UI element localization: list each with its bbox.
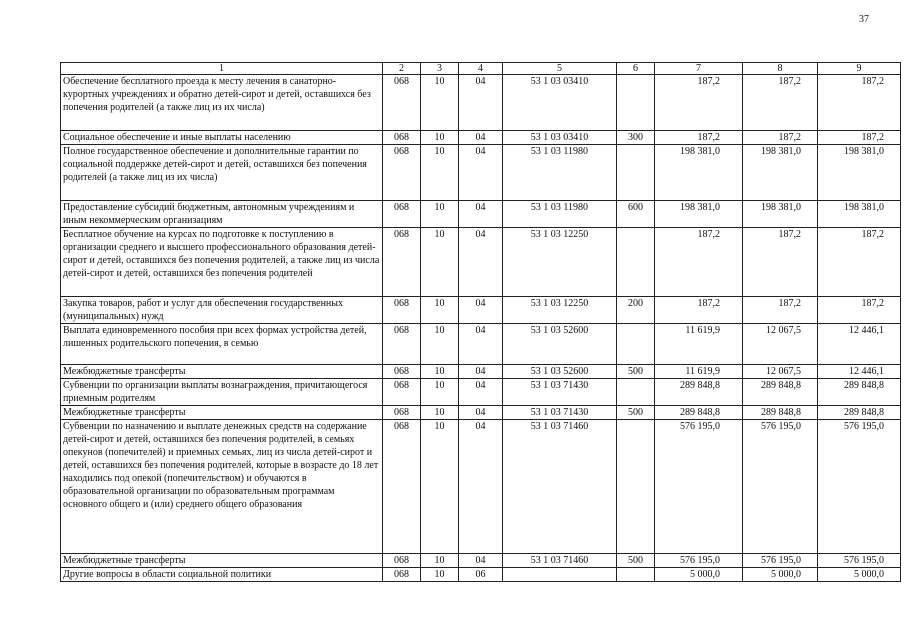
row-amount-cell: 187,2 <box>818 75 901 131</box>
row-section-cell: 10 <box>421 324 459 365</box>
row-name-cell: Межбюджетные трансферты <box>61 365 383 379</box>
row-section-cell: 10 <box>421 420 459 554</box>
row-amount-cell: 198 381,0 <box>743 145 818 201</box>
header-cell: 2 <box>383 63 421 75</box>
header-cell: 8 <box>743 63 818 75</box>
row-type-cell <box>617 228 655 297</box>
row-amount-cell: 289 848,8 <box>818 406 901 420</box>
row-amount-cell: 187,2 <box>743 131 818 145</box>
row-code-cell: 068 <box>383 568 421 582</box>
row-amount-cell: 11 619,9 <box>655 365 743 379</box>
row-code-cell: 068 <box>383 297 421 324</box>
row-subsection-cell: 04 <box>459 420 503 554</box>
row-amount-cell: 12 446,1 <box>818 324 901 365</box>
row-amount-cell: 576 195,0 <box>655 554 743 568</box>
row-section-cell: 10 <box>421 406 459 420</box>
row-code-cell: 068 <box>383 201 421 228</box>
row-code-cell: 068 <box>383 554 421 568</box>
row-amount-cell: 187,2 <box>655 131 743 145</box>
row-amount-cell: 576 195,0 <box>818 554 901 568</box>
row-section-cell: 10 <box>421 365 459 379</box>
row-target-cell: 53 1 03 11980 <box>503 201 617 228</box>
row-code-cell: 068 <box>383 145 421 201</box>
row-section-cell: 10 <box>421 131 459 145</box>
budget-table <box>60 62 901 582</box>
row-amount-cell: 576 195,0 <box>818 420 901 554</box>
row-amount-cell: 187,2 <box>743 297 818 324</box>
row-amount-cell: 576 195,0 <box>743 420 818 554</box>
row-code-cell: 068 <box>383 406 421 420</box>
row-amount-cell: 5 000,0 <box>655 568 743 582</box>
row-target-cell <box>503 568 617 582</box>
table-row <box>61 406 901 420</box>
row-amount-cell: 187,2 <box>655 75 743 131</box>
row-amount-cell: 198 381,0 <box>818 145 901 201</box>
row-type-cell <box>617 75 655 131</box>
row-subsection-cell: 04 <box>459 297 503 324</box>
table-row <box>61 75 901 131</box>
row-amount-cell: 187,2 <box>818 228 901 297</box>
row-target-cell: 53 1 03 71430 <box>503 379 617 406</box>
row-name-cell: Межбюджетные трансферты <box>61 406 383 420</box>
row-type-cell <box>617 568 655 582</box>
table-row <box>61 554 901 568</box>
row-section-cell: 10 <box>421 297 459 324</box>
row-code-cell: 068 <box>383 131 421 145</box>
table-row <box>61 379 901 406</box>
row-section-cell: 10 <box>421 554 459 568</box>
table-row <box>61 201 901 228</box>
row-amount-cell: 12 446,1 <box>818 365 901 379</box>
row-name-cell: Выплата единовременного пособия при всех формах устройства детей, лишенных родительского попечения, в семью <box>61 324 383 365</box>
row-target-cell: 53 1 03 12250 <box>503 228 617 297</box>
row-amount-cell: 198 381,0 <box>743 201 818 228</box>
row-subsection-cell: 04 <box>459 75 503 131</box>
table-row <box>61 568 901 582</box>
row-amount-cell: 576 195,0 <box>743 554 818 568</box>
table-row <box>61 297 901 324</box>
row-subsection-cell: 06 <box>459 568 503 582</box>
table-row <box>61 420 901 554</box>
table-row <box>61 131 901 145</box>
row-target-cell: 53 1 03 52600 <box>503 324 617 365</box>
header-cell: 6 <box>617 63 655 75</box>
row-subsection-cell: 04 <box>459 365 503 379</box>
row-amount-cell: 198 381,0 <box>818 201 901 228</box>
row-amount-cell: 187,2 <box>818 131 901 145</box>
row-name-cell: Другие вопросы в области социальной политики <box>61 568 383 582</box>
table-row <box>61 145 901 201</box>
row-amount-cell: 187,2 <box>655 228 743 297</box>
row-target-cell: 53 1 03 52600 <box>503 365 617 379</box>
row-amount-cell: 187,2 <box>818 297 901 324</box>
row-type-cell: 200 <box>617 297 655 324</box>
row-subsection-cell: 04 <box>459 131 503 145</box>
row-amount-cell: 12 067,5 <box>743 324 818 365</box>
header-cell: 1 <box>61 63 383 75</box>
row-target-cell: 53 1 03 71430 <box>503 406 617 420</box>
row-target-cell: 53 1 03 03410 <box>503 75 617 131</box>
row-section-cell: 10 <box>421 75 459 131</box>
row-type-cell <box>617 145 655 201</box>
row-target-cell: 53 1 03 71460 <box>503 420 617 554</box>
header-cell: 7 <box>655 63 743 75</box>
row-type-cell: 500 <box>617 406 655 420</box>
row-amount-cell: 576 195,0 <box>655 420 743 554</box>
row-type-cell: 500 <box>617 554 655 568</box>
row-subsection-cell: 04 <box>459 379 503 406</box>
row-target-cell: 53 1 03 03410 <box>503 131 617 145</box>
header-cell: 4 <box>459 63 503 75</box>
header-row <box>61 63 901 75</box>
row-section-cell: 10 <box>421 379 459 406</box>
row-type-cell: 500 <box>617 365 655 379</box>
row-name-cell: Предоставление субсидий бюджетным, автономным учреждениям и иным некоммерческим организациям <box>61 201 383 228</box>
row-target-cell: 53 1 03 11980 <box>503 145 617 201</box>
row-amount-cell: 187,2 <box>655 297 743 324</box>
table-row <box>61 365 901 379</box>
row-amount-cell: 198 381,0 <box>655 201 743 228</box>
row-section-cell: 10 <box>421 228 459 297</box>
row-amount-cell: 187,2 <box>743 75 818 131</box>
row-name-cell: Межбюджетные трансферты <box>61 554 383 568</box>
header-cell: 5 <box>503 63 617 75</box>
row-code-cell: 068 <box>383 379 421 406</box>
row-section-cell: 10 <box>421 201 459 228</box>
row-target-cell: 53 1 03 12250 <box>503 297 617 324</box>
row-section-cell: 10 <box>421 145 459 201</box>
header-cell: 9 <box>818 63 901 75</box>
row-name-cell: Обеспечение бесплатного проезда к месту лечения в санаторно-курортных учреждениях и обратно детей-сирот и детей, оставшихся без попечения родителей (а также лиц из их числа) <box>61 75 383 131</box>
row-amount-cell: 11 619,9 <box>655 324 743 365</box>
row-name-cell: Бесплатное обучение на курсах по подготовке к поступлению в организации среднего и высшего профессионального образования детей-сирот и детей, оставшихся без попечения родителей, а также лиц из числа детей-сирот и детей, оставшихся без попечения родителей <box>61 228 383 297</box>
row-section-cell: 10 <box>421 568 459 582</box>
row-name-cell: Социальное обеспечение и иные выплаты населению <box>61 131 383 145</box>
row-amount-cell: 12 067,5 <box>743 365 818 379</box>
row-code-cell: 068 <box>383 420 421 554</box>
row-subsection-cell: 04 <box>459 145 503 201</box>
row-subsection-cell: 04 <box>459 201 503 228</box>
row-name-cell: Закупка товаров, работ и услуг для обеспечения государственных (муниципальных) нужд <box>61 297 383 324</box>
row-amount-cell: 5 000,0 <box>743 568 818 582</box>
row-subsection-cell: 04 <box>459 406 503 420</box>
row-amount-cell: 5 000,0 <box>818 568 901 582</box>
row-name-cell: Субвенции по организации выплаты вознаграждения, причитающегося приемным родителям <box>61 379 383 406</box>
row-amount-cell: 198 381,0 <box>655 145 743 201</box>
row-code-cell: 068 <box>383 365 421 379</box>
row-type-cell: 600 <box>617 201 655 228</box>
table-row <box>61 228 901 297</box>
row-code-cell: 068 <box>383 324 421 365</box>
header-cell: 3 <box>421 63 459 75</box>
row-amount-cell: 289 848,8 <box>655 379 743 406</box>
row-subsection-cell: 04 <box>459 228 503 297</box>
row-subsection-cell: 04 <box>459 554 503 568</box>
row-type-cell: 300 <box>617 131 655 145</box>
row-name-cell: Субвенции по назначению и выплате денежных средств на содержание детей-сирот и детей, оставшихся без попечения родителей, в семьях опекунов (попечителей) и приемных семьях, лиц из числа детей-сирот и детей, оставшихся без попечения родителей, которые в возрасте до 18 лет находились под опекой (попечительством) и обучаются в образовательной организации по образовательным программам основного общего и (или) среднего общего образования <box>61 420 383 554</box>
row-type-cell <box>617 324 655 365</box>
row-code-cell: 068 <box>383 75 421 131</box>
row-amount-cell: 289 848,8 <box>655 406 743 420</box>
row-amount-cell: 289 848,8 <box>743 406 818 420</box>
row-name-cell: Полное государственное обеспечение и дополнительные гарантии по социальной поддержке детей-сирот и детей, оставшихся без попечения родителей (а также лиц из их числа) <box>61 145 383 201</box>
page-number: 37 <box>859 14 869 25</box>
row-code-cell: 068 <box>383 228 421 297</box>
row-amount-cell: 289 848,8 <box>743 379 818 406</box>
row-amount-cell: 289 848,8 <box>818 379 901 406</box>
row-target-cell: 53 1 03 71460 <box>503 554 617 568</box>
row-amount-cell: 187,2 <box>743 228 818 297</box>
row-subsection-cell: 04 <box>459 324 503 365</box>
table-row <box>61 324 901 365</box>
row-type-cell <box>617 420 655 554</box>
row-type-cell <box>617 379 655 406</box>
